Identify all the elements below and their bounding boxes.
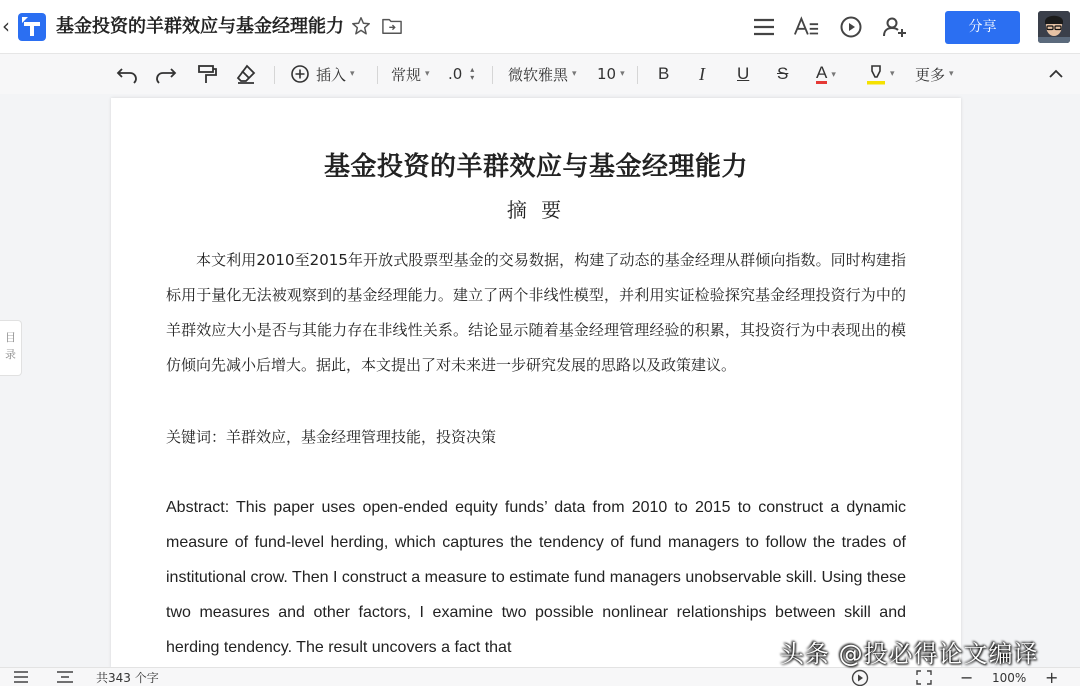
status-bar [0,667,1080,686]
page-view-icon[interactable] [55,669,75,685]
font-color-button[interactable] [816,62,836,86]
chevron-down-icon: ▾ [620,69,625,79]
outline-tab-label-line1: 目 [5,331,16,344]
zoom-level: 100% [992,671,1027,685]
stepper-arrows-icon: ▴ ▾ [470,65,475,82]
paragraph-style-select[interactable] [391,62,430,86]
word-count: 共343 个字 [96,671,159,685]
format-painter-icon[interactable] [196,62,218,86]
toolbar-divider [637,66,638,84]
strikethrough-button[interactable] [777,62,788,86]
share-button[interactable]: 分享 [945,11,1020,44]
font-family-select[interactable] [508,62,577,86]
outline-list-icon[interactable] [12,669,30,685]
chevron-down-icon: ▾ [890,69,895,79]
document-subtitle: 摘 要 [506,198,566,222]
document-title: 基金投资的羊群效应与基金经理能力 [323,152,748,182]
chevron-down-icon: ▾ [572,69,577,79]
chevron-down-icon: ▾ [350,69,355,79]
back-arrow-icon[interactable]: ‹ [2,14,10,38]
bold-button[interactable] [658,62,669,86]
toolbar-divider [492,66,493,84]
plus-circle-icon [290,64,310,84]
insert-label: 插入 [316,65,347,84]
toolbar-divider [274,66,275,84]
chevron-down-icon: ▾ [831,68,836,79]
strikethrough-icon: S [777,64,789,83]
text-format-icon[interactable] [793,15,819,39]
size-label: 10 [597,65,617,83]
menu-icon[interactable] [751,15,777,39]
move-folder-icon[interactable] [381,16,403,36]
undo-icon[interactable] [116,62,138,86]
collapse-toolbar-chevron-up-icon[interactable] [1046,62,1066,86]
play-presentation-icon[interactable] [851,669,869,686]
highlight-color-button[interactable] [866,62,895,86]
zoom-in-icon[interactable]: + [1045,668,1059,686]
bold-icon: B [658,64,670,83]
zoom-out-icon[interactable]: − [960,668,974,686]
redo-icon[interactable] [155,62,177,86]
style-label: 常规 [391,65,422,84]
decimal-label: .0 [448,65,463,83]
user-avatar[interactable] [1038,11,1070,43]
doc-title[interactable]: 基金投资的羊群效应与基金经理能力 [56,16,344,37]
add-collaborator-icon[interactable] [882,15,908,39]
title-bar [0,0,1080,54]
underline-icon: U [737,64,750,83]
highlighter-icon [866,63,886,85]
star-icon[interactable] [350,15,372,37]
present-play-icon[interactable] [838,15,864,39]
font-color-icon: A [816,63,828,82]
insert-menu[interactable] [290,62,355,86]
chevron-down-icon: ▾ [425,69,430,79]
app-logo-icon[interactable] [18,13,46,41]
document-page[interactable] [111,98,961,668]
decimal-places-stepper[interactable] [448,62,476,86]
outline-tab[interactable] [0,320,22,376]
chevron-down-icon: ▾ [949,69,954,79]
format-toolbar [0,54,1080,94]
avatar-image [1038,11,1070,43]
keywords-paragraph: 关键词：羊群效应，基金经理管理技能，投资决策 [166,428,497,446]
underline-button[interactable] [737,62,749,86]
english-abstract-paragraph: Abstract: This paper uses open-ended equity funds’ data from 2010 to 2015 to construct a dynamic measure of fund-level herding, which captures the tendency of fund managers to follow the trades of institutional crow. Then I construct a measure to estimate fund managers unobservable skill. Using these two measures and other factors, I examine two possible nonlinear relationships between skill and herding tendency. The result uncovers a fact that [166,499,906,656]
chinese-abstract-paragraph: 本文利用2010至2015年开放式股票型基金的交易数据，构建了动态的基金经理从群倾向指数。同时构建指标用于量化无法被观察到的基金经理能力。建立了两个非线性模型，并利用实证检验探究基金经理投资行为中的羊群效应大小是否与其能力存在非线性关系。结论显示随着基金经理管理经验的积累，其投资行为中表现出的模仿倾向先减小后增大。据此，本文提出了对未来进一步研究发展的思路以及政策建议。 [166,251,906,374]
italic-button[interactable] [699,62,705,86]
more-label: 更多 [915,65,946,84]
outline-tab-label-line2: 录 [5,348,16,361]
toolbar-divider [377,66,378,84]
italic-icon: I [699,63,705,84]
font-label: 微软雅黑 [508,65,569,84]
more-menu[interactable] [915,62,954,86]
font-size-select[interactable] [597,62,625,86]
watermark: 头条 @投必得论文编译 [780,640,1039,668]
fullscreen-icon[interactable] [915,669,933,686]
clear-format-eraser-icon[interactable] [235,62,257,86]
